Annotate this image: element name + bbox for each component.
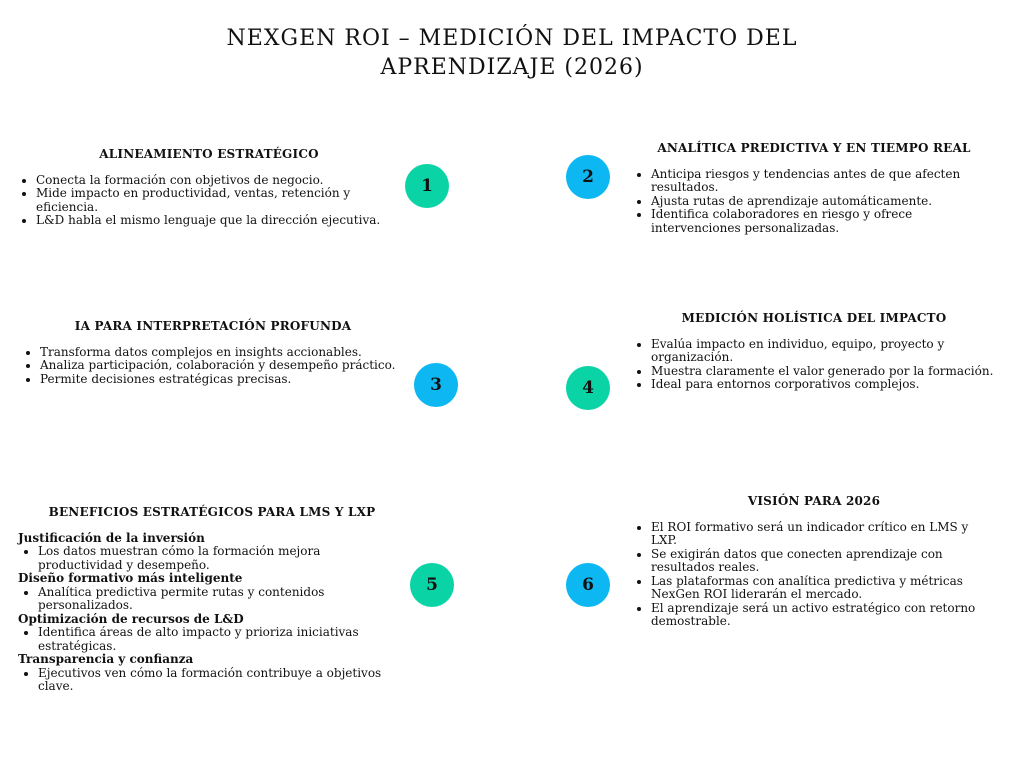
section-medicion xyxy=(633,312,995,392)
number-badge-6: 6 xyxy=(566,563,610,607)
section-heading: VISIÓN PARA 2026 xyxy=(747,494,881,508)
list-item: • El aprendizaje será un activo estratégico con retorno demostrable. xyxy=(651,602,995,629)
list-item: • Se exigirán datos que conecten aprendizaje con resultados reales. xyxy=(651,548,995,575)
list-item: • Analiza participación, colaboración y desempeño práctico. xyxy=(40,359,404,373)
section-heading: IA PARA INTERPRETACIÓN PROFUNDA xyxy=(74,319,352,333)
bullet-list xyxy=(18,626,406,653)
list-item: • L&D habla el mismo lenguaje que la dirección ejecutiva. xyxy=(36,214,400,228)
list-item: • Evalúa impacto en individuo, equipo, proyecto y organización. xyxy=(651,338,995,365)
list-item: • Identifica colaboradores en riesgo y ofrece intervenciones personalizadas. xyxy=(651,208,995,235)
bullet-list xyxy=(18,586,406,613)
subheading: Optimización de recursos de L&D xyxy=(18,611,244,626)
list-item: • Ideal para entornos corporativos complejos. xyxy=(651,378,995,392)
section-beneficios xyxy=(18,506,406,694)
list-item: • Transforma datos complejos en insights accionables. xyxy=(40,346,404,360)
list-item: • Ejecutivos ven cómo la formación contribuye a objetivos clave. xyxy=(38,667,406,694)
list-item: • Ajusta rutas de aprendizaje automáticamente. xyxy=(651,195,995,209)
number-badge-5: 5 xyxy=(410,563,454,607)
bullet-list xyxy=(633,521,995,629)
bullet-list xyxy=(633,168,995,236)
page-title-line-2: APRENDIZAJE (2026) xyxy=(380,55,644,80)
section-heading: ALINEAMIENTO ESTRATÉGICO xyxy=(99,147,319,161)
list-item: • Anticipa riesgos y tendencias antes de que afecten resultados. xyxy=(651,168,995,195)
number-badge-4: 4 xyxy=(566,366,610,410)
section-analitica xyxy=(633,142,995,235)
subheading: Diseño formativo más inteligente xyxy=(18,571,243,585)
list-item: • Conecta la formación con objetivos de negocio. xyxy=(36,174,400,188)
list-item: • Las plataformas con analítica predictiva y métricas NexGen ROI liderarán el mercado. xyxy=(651,575,995,602)
section-alineamiento xyxy=(18,148,400,228)
bullet-list xyxy=(18,174,400,228)
subheading: Justificación de la inversión xyxy=(18,530,205,545)
list-item: • Muestra claramente el valor generado por la formación. xyxy=(651,365,995,379)
section-ia xyxy=(22,320,404,386)
list-item: • El ROI formativo será un indicador crítico en LMS y LXP. xyxy=(651,521,995,548)
number-badge-1: 1 xyxy=(405,164,449,208)
bullet-list xyxy=(22,346,404,387)
number-badge-2: 2 xyxy=(566,155,610,199)
number-badge-3: 3 xyxy=(414,363,458,407)
list-item: • Mide impacto en productividad, ventas, retención y eficiencia. xyxy=(36,187,400,214)
bullet-list xyxy=(633,338,995,392)
subheading: Transparencia y confianza xyxy=(18,652,194,666)
list-item: • Identifica áreas de alto impacto y prioriza iniciativas estratégicas. xyxy=(38,626,406,653)
page-title-line-1: NEXGEN ROI – MEDICIÓN DEL IMPACTO DEL xyxy=(226,26,798,51)
list-item: • Permite decisiones estratégicas precisas. xyxy=(40,373,404,387)
bullet-list xyxy=(18,667,406,694)
list-item: • Los datos muestran cómo la formación mejora productividad y desempeño. xyxy=(38,545,406,572)
bullet-list xyxy=(18,545,406,572)
page-title xyxy=(212,24,812,82)
section-heading: ANALÍTICA PREDICTIVA Y EN TIEMPO REAL xyxy=(657,141,971,155)
section-vision xyxy=(633,495,995,629)
list-item: • Analítica predictiva permite rutas y contenidos personalizados. xyxy=(38,586,406,613)
section-heading: BENEFICIOS ESTRATÉGICOS PARA LMS Y LXP xyxy=(48,505,376,519)
section-heading: MEDICIÓN HOLÍSTICA DEL IMPACTO xyxy=(681,311,947,325)
